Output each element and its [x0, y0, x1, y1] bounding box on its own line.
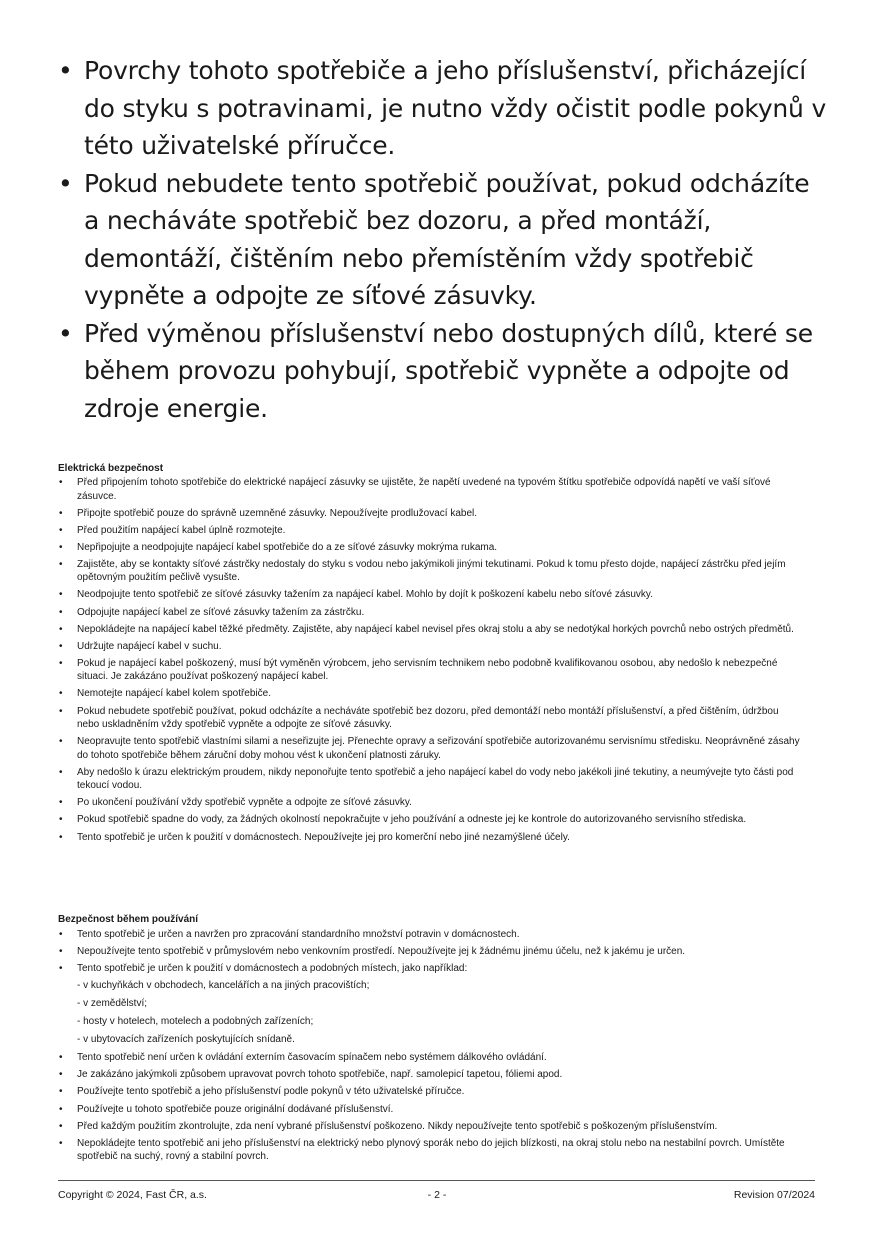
list-item: [58, 945, 802, 959]
sub-list-item: - v zemědělství;: [77, 998, 148, 1010]
list-item-text: Tento spotřebič je určen k použití v domácnostech a podobných místech, jako například:: [77, 963, 468, 975]
list-item: [58, 640, 802, 654]
list-item: [58, 524, 802, 538]
list-item-text: Před použitím napájecí kabel úplně rozmotejte.: [77, 524, 286, 536]
bullet-icon: •: [59, 929, 63, 940]
list-item: [58, 541, 802, 555]
bullet-icon: •: [59, 640, 63, 652]
bullet-icon: •: [59, 1103, 63, 1115]
list-item-text: Zajistěte, aby se kontakty síťové zástrčky nedostaly do styku s vodou nebo jakýmikoli jinými tekutinami. Pokud k tomu přesto dojde, napájecí zástrčku před jejím opětovným použitím pečlivě vysušte.: [77, 558, 786, 584]
footer-revision: Revision 07/2024: [733, 1189, 815, 1201]
list-item: [58, 962, 802, 976]
bullet-icon: •: [59, 657, 63, 669]
bullet-icon: •: [59, 1052, 63, 1064]
bullet-icon: •: [59, 688, 63, 700]
bullet-icon: •: [58, 56, 73, 85]
list-item-text: Odpojujte napájecí kabel ze síťové zásuvky tažením za zástrčku.: [77, 606, 365, 618]
bullet-icon: •: [59, 736, 63, 748]
list-item: [58, 813, 802, 827]
intro-bullet-text: Před výměnou příslušenství nebo dostupných dílů, které se během provozu pohybují, spotřebič vypněte a odpojte od zdroje energie.: [84, 318, 813, 423]
list-item-text: Nepoužívejte tento spotřebič v průmyslovém nebo venkovním prostředí. Nepoužívejte jej k žádnému jinému účelu, než k jakému je určen.: [77, 946, 686, 958]
list-item: [58, 1103, 802, 1117]
usage-safety-heading: Bezpečnost během používání: [58, 914, 199, 925]
bullet-icon: •: [59, 524, 63, 536]
bullet-icon: •: [59, 1137, 63, 1149]
bullet-icon: •: [59, 558, 63, 570]
list-item: [58, 1085, 802, 1099]
list-item-text: Tento spotřebič je určen a navržen pro zpracování standardního množství potravin v domácnostech.: [77, 929, 520, 940]
list-item-text: Aby nedošlo k úrazu elektrickým proudem, nikdy neponořujte tento spotřebič a jeho napájecí kabel do vody nebo jakékoli jiné tekutiny, a neumývejte tyto části pod tekoucí vodou.: [77, 766, 794, 792]
list-item: [58, 928, 802, 942]
intro-bullet-list: [58, 52, 828, 427]
list-item: [58, 766, 802, 793]
list-item-text: Je zakázáno jakýmkoli způsobem upravovat povrch tohoto spotřebiče, např. samolepicí tapetou, fóliemi apod.: [77, 1069, 563, 1081]
list-item: [58, 1137, 802, 1164]
bullet-icon: •: [59, 705, 63, 717]
list-item-text: Udržujte napájecí kabel v suchu.: [77, 640, 222, 652]
intro-bullet: [58, 315, 828, 428]
bullet-icon: •: [59, 963, 63, 975]
bullet-icon: •: [59, 1086, 63, 1098]
bullet-icon: •: [59, 797, 63, 809]
list-item: [58, 623, 802, 637]
bullet-icon: •: [59, 507, 63, 519]
list-item: [58, 657, 802, 684]
sub-list-item: - v kuchyňkách v obchodech, kancelářích a na jiných pracovištích;: [77, 980, 370, 992]
list-item-text: Nepřipojujte a neodpojujte napájecí kabel spotřebiče do a ze síťové zásuvky mokrýma rukama.: [77, 541, 498, 553]
list-item-text: Před každým použitím zkontrolujte, zda není vybrané příslušenství poškozeno. Nikdy nepoužívejte tento spotřebič s poškozeným příslušenstvím.: [77, 1120, 718, 1132]
bullet-icon: •: [58, 318, 73, 348]
footer-copyright: Copyright © 2024, Fast ČR, a.s.: [58, 1189, 207, 1201]
bullet-icon: •: [59, 814, 63, 826]
list-item: [58, 606, 802, 620]
footer-divider: [58, 1180, 815, 1181]
bullet-icon: •: [59, 606, 63, 618]
list-item: [58, 476, 802, 503]
electrical-safety-list: [58, 476, 802, 848]
list-item: [58, 507, 802, 521]
sub-list-item: - hosty v hotelech, motelech a podobných zařízeních;: [77, 1016, 314, 1028]
bullet-icon: •: [59, 623, 63, 635]
bullet-icon: •: [59, 1120, 63, 1132]
list-item: [58, 1120, 802, 1134]
bullet-icon: •: [58, 168, 73, 198]
intro-bullet-text: Povrchy tohoto spotřebiče a jeho příslušenství, přicházející do styku s potravinami, je nutno vždy očistit podle pokynů v této uživatelské příručce.: [84, 56, 827, 160]
list-item-text: Po ukončení používání vždy spotřebič vypněte a odpojte ze síťové zásuvky.: [77, 797, 412, 809]
bullet-icon: •: [59, 766, 63, 778]
electrical-safety-heading: Elektrická bezpečnost: [58, 463, 164, 474]
list-item-text: Neopravujte tento spotřebič vlastními silami a neseřizujte jej. Přenechte opravy a seřizování spotřebiče autorizovanému servisnímu středisku. Neoprávněné zásahy do tohoto spotřebiče během záruční doby mohou vést k ukončení platnosti záruky.: [77, 736, 800, 761]
bullet-icon: •: [59, 946, 63, 958]
bullet-icon: •: [59, 1069, 63, 1081]
list-item: [58, 588, 802, 602]
intro-bullet-text: Pokud nebudete tento spotřebič používat, pokud odcházíte a necháváte spotřebič bez dozoru, a před montáží, demontáží, čištěním nebo přemístěním vždy spotřebič vypněte a odpojte ze síťové zásuvky.: [84, 168, 810, 310]
list-item-text: Nepokládejte na napájecí kabel těžké předměty. Zajistěte, aby napájecí kabel nevisel přes okraj stolu a aby se nedotýkal horkých povrchů nebo ostrých předmětů.: [77, 623, 794, 635]
list-item-text: Před připojením tohoto spotřebiče do elektrické napájecí zásuvky se ujistěte, že napětí uvedené na typovém štítku spotřebiče odpovídá napětí ve vaší síťové zásuvce.: [77, 477, 771, 502]
intro-bullet: [58, 165, 828, 315]
list-item: [58, 687, 802, 701]
list-item-text: Neodpojujte tento spotřebič ze síťové zásuvky tažením za napájecí kabel. Mohlo by dojít k poškození kabelu nebo síťové zásuvky.: [77, 589, 653, 601]
bullet-icon: •: [59, 589, 63, 601]
bullet-icon: •: [59, 541, 63, 553]
list-item-text: Tento spotřebič je určen k použití v domácnostech. Nepoužívejte jej pro komerční nebo jiné nezamýšlené účely.: [77, 831, 570, 843]
list-item-text: Připojte spotřebič pouze do správně uzemněné zásuvky. Nepoužívejte prodlužovací kabel.: [77, 507, 478, 519]
list-item: [58, 831, 802, 845]
list-item: [58, 796, 802, 810]
list-item: [58, 705, 802, 732]
list-item: [58, 735, 802, 762]
list-item-text: Tento spotřebič není určen k ovládání externím časovacím spínačem nebo systémem dálkového ovládání.: [77, 1052, 547, 1064]
usage-safety-list: [58, 928, 802, 1167]
list-item-text: Nepokládejte tento spotřebič ani jeho příslušenství na elektrický nebo plynový sporák nebo do jejich blízkosti, na okraj stolu nebo na nestabilní povrch. Umístěte spotřebič na suchý, rovný a stabilní povrch.: [77, 1137, 785, 1163]
list-item-text: Pokud je napájecí kabel poškozený, musí být vyměněn výrobcem, jeho servisním technikem nebo podobně kvalifikovanou osobou, aby nedošlo k nebezpečné situaci. Je zakázáno používat poškozený napájecí kabel.: [77, 657, 778, 683]
list-item-text: Pokud spotřebič spadne do vody, za žádných okolností nepokračujte v jeho používání a odneste jej ke kontrole do autorizovaného servisního střediska.: [77, 814, 747, 826]
list-item-text: Pokud nebudete spotřebič používat, pokud odcházíte a necháváte spotřebič bez dozoru, před demontáží nebo montáží příslušenství, a před čištěním, údržbou nebo uskladněním vždy spotřebič vypněte a odpojte ze síťové zásuvky.: [77, 705, 779, 731]
sub-list-item: - v ubytovacích zařízeních poskytujících snídaně.: [77, 1034, 295, 1046]
list-item: [58, 1068, 802, 1082]
intro-bullet: [58, 52, 828, 165]
bullet-icon: •: [59, 831, 63, 843]
page-number: - 2 -: [427, 1189, 447, 1201]
list-item: [58, 1051, 802, 1065]
bullet-icon: •: [59, 477, 63, 488]
list-item: [58, 558, 802, 585]
list-item-text: Používejte tento spotřebič a jeho příslušenství podle pokynů v této uživatelské příručce.: [77, 1086, 465, 1098]
list-item-text: Používejte u tohoto spotřebiče pouze originální dodávané příslušenství.: [77, 1103, 394, 1115]
list-item-text: Nemotejte napájecí kabel kolem spotřebiče.: [77, 688, 271, 700]
